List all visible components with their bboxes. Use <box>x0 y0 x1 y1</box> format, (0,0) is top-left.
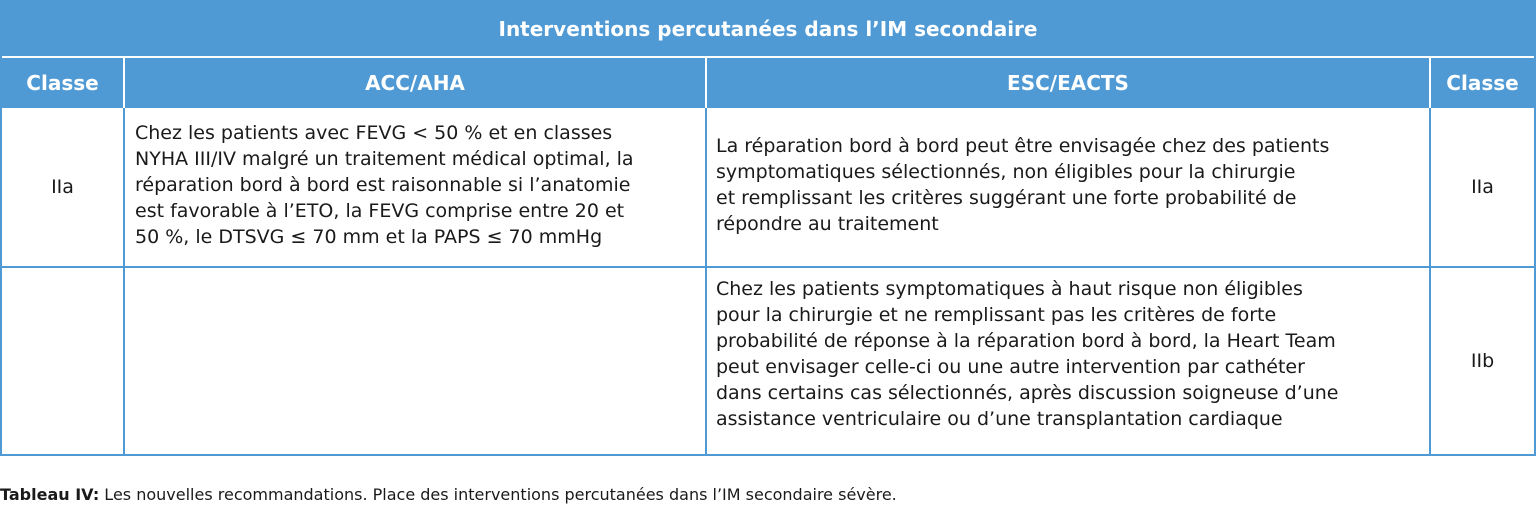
row2-classe-right: IIb <box>1470 350 1495 372</box>
header-classe-left: Classe <box>26 71 99 95</box>
row-divider <box>2 266 1534 268</box>
column-divider <box>123 108 125 456</box>
table-caption <box>0 484 897 506</box>
row1-classe-left: IIa <box>51 176 74 198</box>
header-acc-aha: ACC/AHA <box>365 71 465 95</box>
header-classe-right: Classe <box>1446 71 1519 95</box>
row1-esc-eacts-text: La réparation bord à bord peut être envisagée chez des patients symptomatiques sélectionnés, non éligibles pour la chirurgie et remplissant les critères suggérant une forte probabilité de répondre au traitement <box>716 135 1330 235</box>
row2-esc-eacts-text: Chez les patients symptomatiques à haut risque non éligibles pour la chirurgie et ne remplissant pas les critères de forte probabilité de réponse à la réparation bord à bord, la Heart Team peut envisager celle-ci ou une autre intervention par cathéter dans certains cas sélectionnés, après discussion soigneuse d’une assistance ventriculaire ou d’une transplantation cardiaque <box>716 278 1339 430</box>
caption-label: Tableau IV: <box>0 485 100 504</box>
table-header-row <box>2 58 1534 108</box>
row1-acc-aha-text: Chez les patients avec FEVG < 50 % et en classes NYHA III/IV malgré un traitement médical optimal, la réparation bord à bord est raisonnable si l’anatomie est favorable à l’ETO, la FEVG comprise entre 20 et 50 %, le DTSVG ≤ 70 mm et la PAPS ≤ 70 mmHg <box>135 122 634 248</box>
column-divider <box>705 108 707 456</box>
header-esc-eacts: ESC/EACTS <box>1007 71 1129 95</box>
row2-classe-left <box>2 268 123 454</box>
caption-text: Les nouvelles recommandations. Place des interventions percutanées dans l’IM secondaire sévère. <box>99 485 897 504</box>
row1-classe-right: IIa <box>1471 176 1494 198</box>
table-title: Interventions percutanées dans l’IM secondaire <box>2 2 1534 58</box>
